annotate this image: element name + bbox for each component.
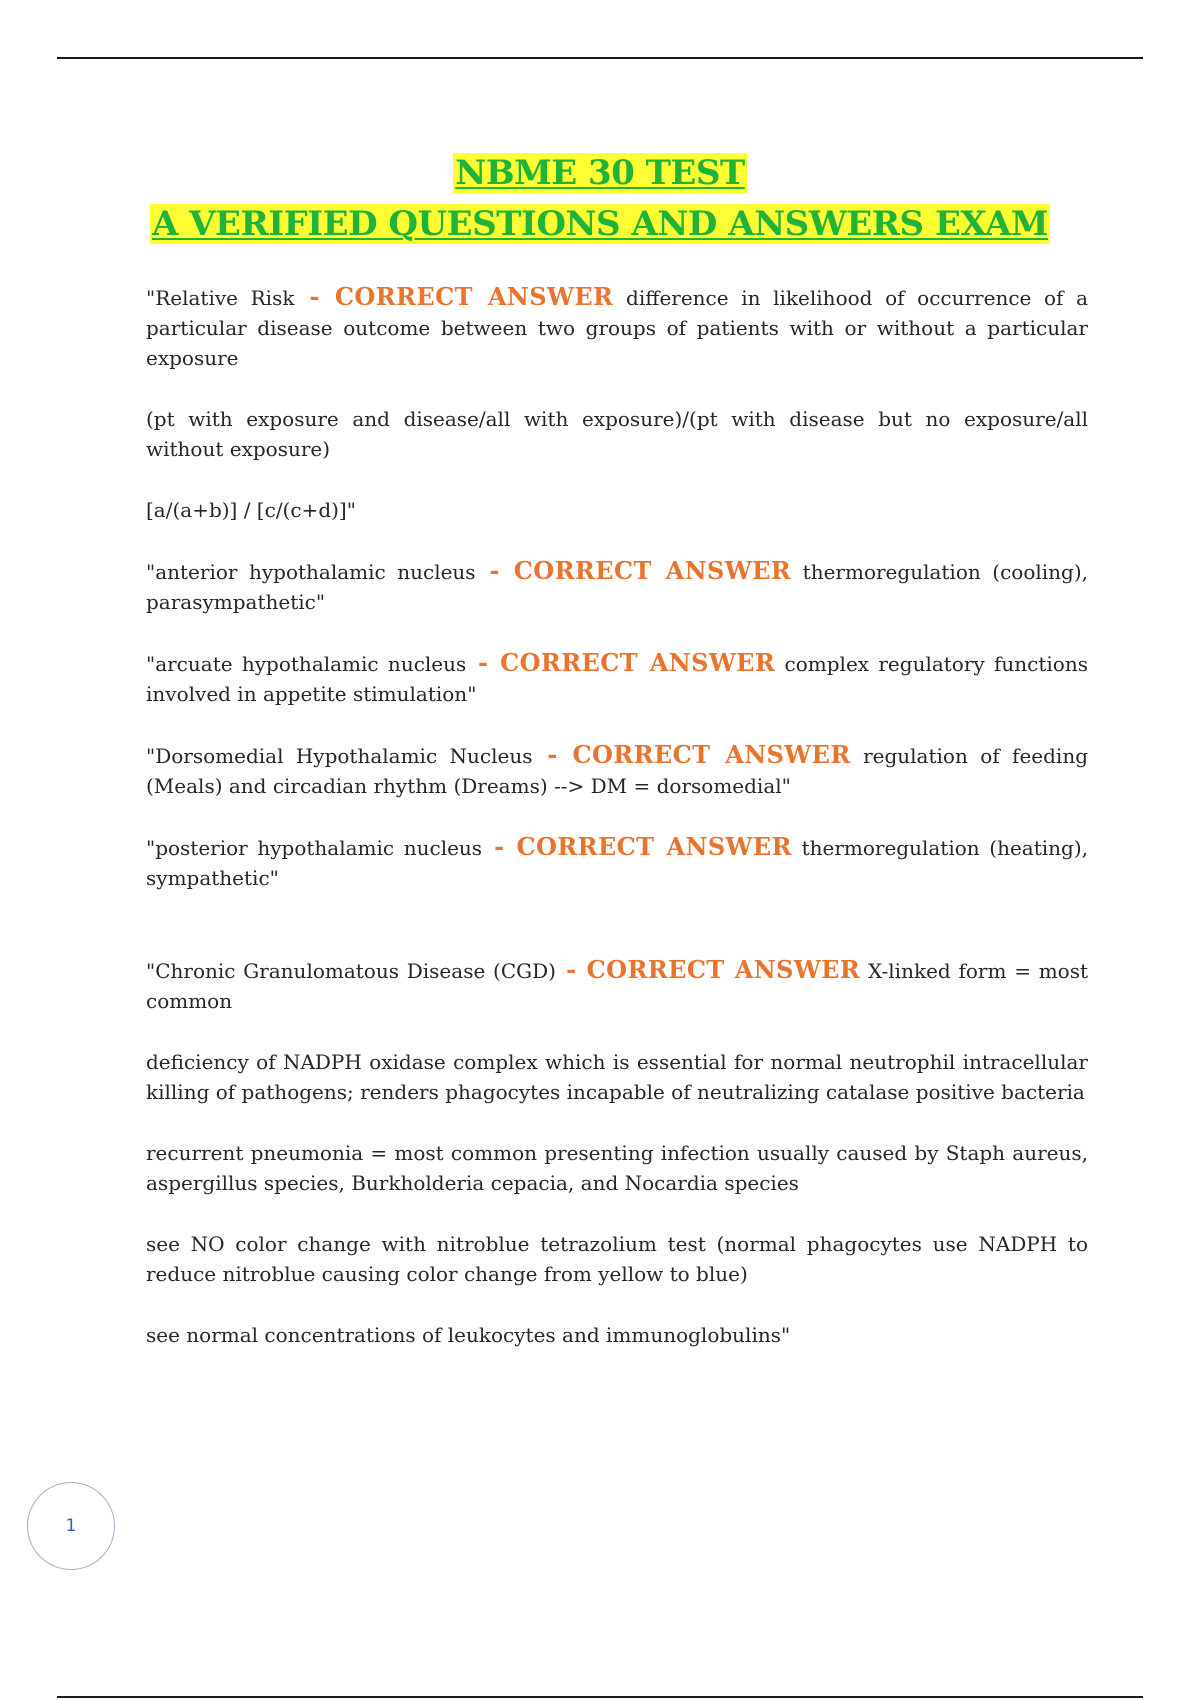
correct-answer-label: CORRECT ANSWER	[586, 955, 861, 984]
entry-extra-paragraph: recurrent pneumonia = most common presenting infection usually caused by Staph aureus, aspergillus species, Burkholderia cepacia, and Nocardia species	[146, 1141, 1088, 1195]
entry-definition: thermoregulation (cooling), parasympathetic"	[146, 560, 1088, 614]
entry-term: "anterior hypothalamic nucleus	[146, 560, 476, 584]
correct-answer-label: CORRECT ANSWER	[572, 740, 851, 769]
entry-extra-paragraph: [a/(a+b)] / [c/(c+d)]"	[146, 498, 356, 522]
entry-extra-paragraph: see normal concentrations of leukocytes and immunoglobulins"	[146, 1323, 791, 1347]
entry-separator: -	[532, 740, 573, 769]
qa-entry-dorsomedial-hypothalamic-nucleus	[146, 740, 1088, 801]
qa-entry-relative-risk	[146, 282, 1088, 373]
correct-answer-label: CORRECT ANSWER	[500, 648, 776, 677]
qa-entry-arcuate-hypothalamic-nucleus	[146, 648, 1088, 709]
correct-answer-label: CORRECT ANSWER	[513, 556, 792, 585]
qa-entry-posterior-hypothalamic-nucleus	[146, 832, 1088, 893]
entry-extra-paragraph: deficiency of NADPH oxidase complex which is essential for normal neutrophil intracellular killing of pathogens; renders phagocytes incapable of neutralizing catalase positive bacteria	[146, 1050, 1088, 1104]
entry-separator: -	[555, 955, 587, 984]
page-number-badge	[27, 1482, 115, 1570]
entry-separator: -	[482, 832, 517, 861]
title-line-2: A VERIFIED QUESTIONS AND ANSWERS EXAM	[151, 204, 1049, 244]
entry-definition: difference in likelihood of occurrence of a particular disease outcome between two groups of patients with or without a particular exposure	[146, 286, 1089, 370]
document-title	[0, 148, 1200, 250]
qa-entry-chronic-granulomatous-disease	[146, 955, 1088, 1016]
entry-separator: -	[475, 556, 514, 585]
correct-answer-label: CORRECT ANSWER	[334, 282, 614, 311]
header-rule	[57, 57, 1143, 59]
entry-definition: thermoregulation (heating), sympathetic"	[146, 836, 1088, 890]
correct-answer-label: CORRECT ANSWER	[516, 832, 792, 861]
page-number: 1	[65, 1516, 77, 1536]
qa-entry-anterior-hypothalamic-nucleus	[146, 556, 1088, 617]
entry-definition: X-linked form = most common	[146, 959, 1089, 1013]
entry-separator: -	[466, 648, 501, 677]
entry-term: "Relative Risk	[146, 286, 295, 310]
entry-term: "posterior hypothalamic nucleus	[146, 836, 483, 860]
title-line-1: NBME 30 TEST	[455, 153, 745, 193]
entry-term: "Dorsomedial Hypothalamic Nucleus	[146, 744, 533, 768]
entry-extra-paragraph: see NO color change with nitroblue tetrazolium test (normal phagocytes use NADPH to reduce nitroblue causing color change from yellow to blue)	[146, 1232, 1088, 1286]
footer-rule	[57, 1696, 1143, 1698]
entry-term: "Chronic Granulomatous Disease (CGD)	[146, 959, 556, 983]
document-body	[146, 282, 1088, 1381]
entry-extra-paragraph: (pt with exposure and disease/all with exposure)/(pt with disease but no exposure/all without exposure)	[146, 407, 1088, 461]
entry-term: "arcuate hypothalamic nucleus	[146, 652, 467, 676]
entry-definition: complex regulatory functions involved in appetite stimulation"	[146, 652, 1088, 706]
entry-separator: -	[294, 282, 335, 311]
entry-definition: regulation of feeding (Meals) and circadian rhythm (Dreams) --> DM = dorsomedial"	[146, 744, 1089, 798]
